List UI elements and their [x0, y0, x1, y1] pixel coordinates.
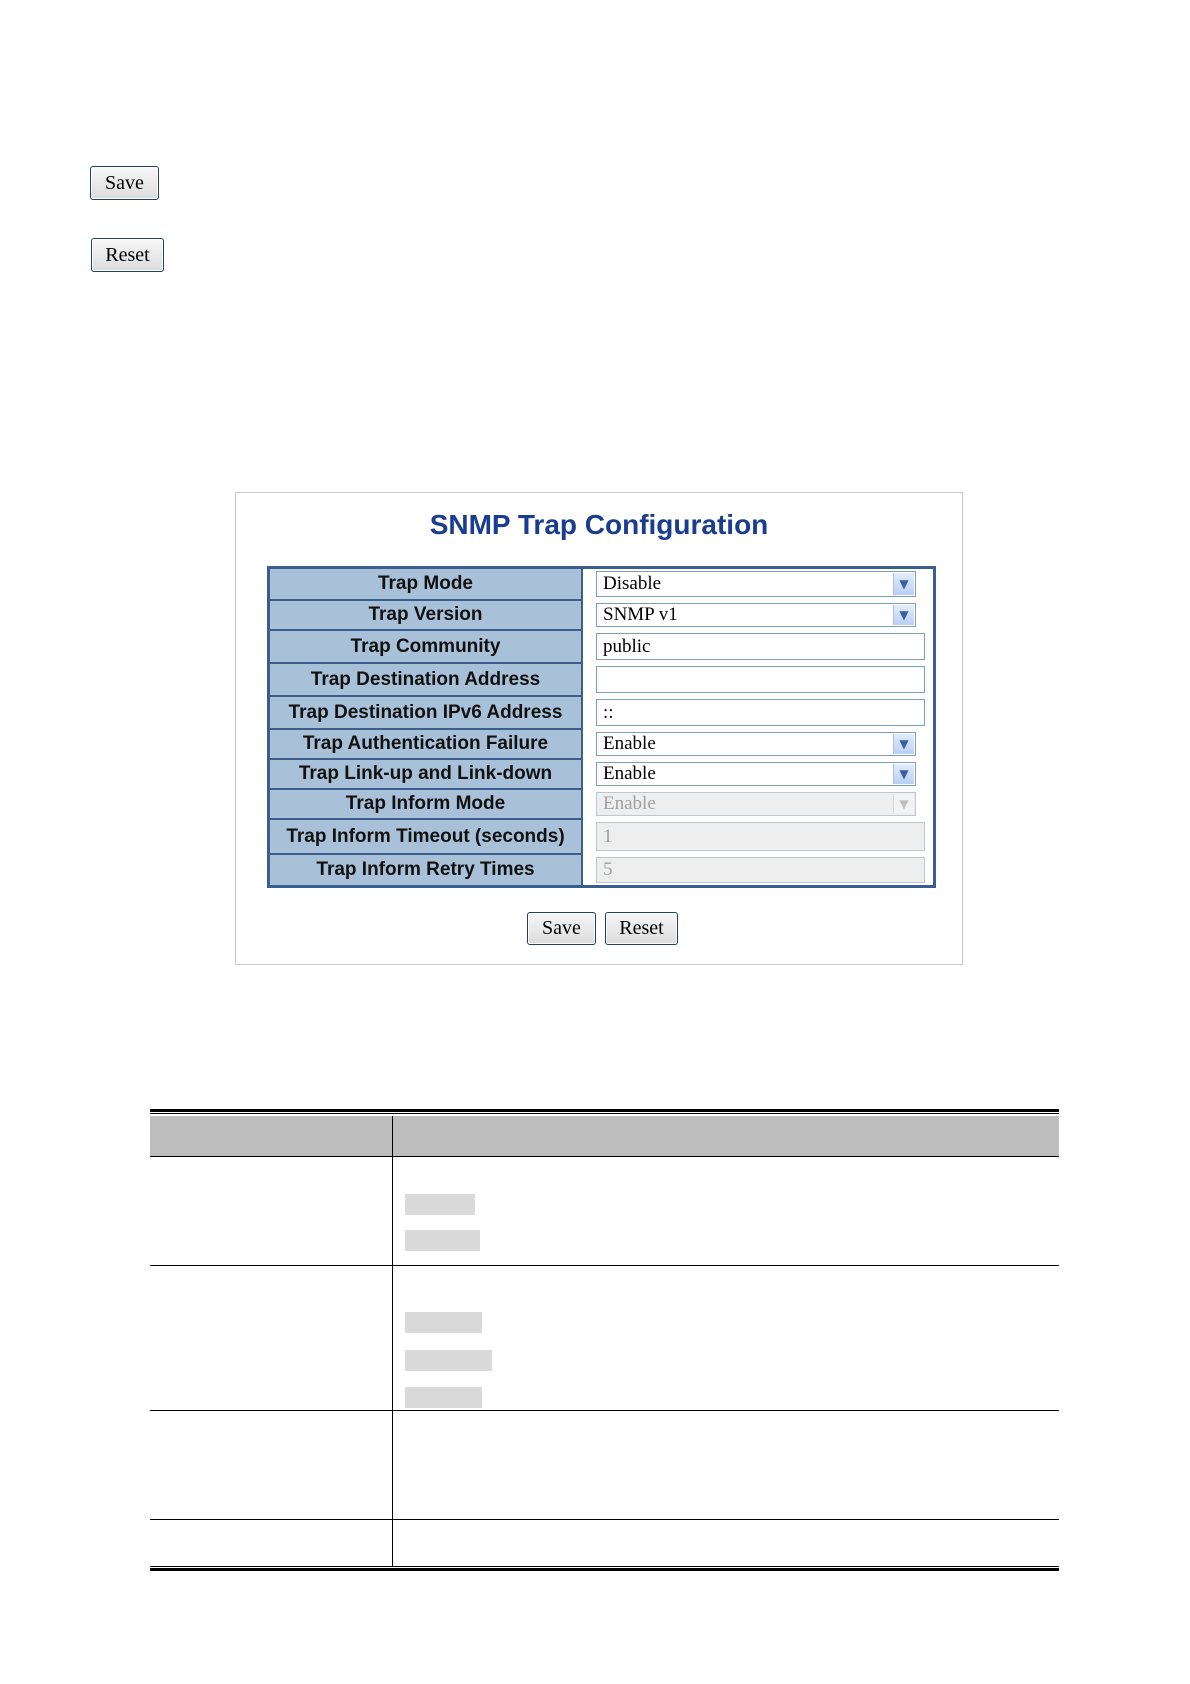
row-trap-authentication-failure: [270, 730, 933, 758]
table-top-rule: [150, 1109, 1059, 1112]
row-trap-mode: [270, 569, 933, 599]
redacted-text: [405, 1312, 482, 1333]
row-label: Trap Version: [270, 601, 583, 629]
table-header-divider: [150, 1156, 1059, 1157]
snmp-trap-config-panel: [235, 492, 963, 965]
chevron-down-icon: ▼: [893, 734, 914, 754]
redacted-text: [405, 1194, 475, 1215]
chevron-down-icon: ▼: [893, 794, 914, 814]
table-bottom-rule: [150, 1568, 1059, 1571]
input-value: public: [603, 635, 651, 657]
row-trap-inform-timeout: [270, 820, 933, 853]
chevron-down-icon: ▼: [893, 605, 914, 625]
row-trap-destination-ipv6-address: [270, 697, 933, 728]
input-value: 1: [603, 825, 613, 847]
table-column-divider: [392, 1116, 393, 1566]
row-trap-version: [270, 601, 933, 629]
row-label: Trap Link-up and Link-down: [270, 760, 583, 788]
chevron-down-icon: ▼: [893, 573, 914, 595]
table-row-divider: [150, 1519, 1059, 1520]
row-label: Trap Inform Timeout (seconds): [270, 820, 583, 853]
row-trap-community: [270, 631, 933, 662]
row-label: Trap Destination IPv6 Address: [270, 697, 583, 728]
select-value: SNMP v1: [603, 604, 678, 625]
chevron-down-icon: ▼: [893, 764, 914, 784]
trap-inform-mode-select: [596, 792, 916, 816]
row-trap-destination-address: [270, 664, 933, 695]
trap-destination-ipv6-input[interactable]: [596, 699, 925, 726]
row-trap-inform-mode: [270, 790, 933, 818]
input-value: ::: [603, 701, 614, 723]
select-value: Enable: [603, 733, 656, 754]
config-table: [267, 566, 936, 888]
panel-reset-button[interactable]: Reset: [605, 912, 678, 945]
input-value: 5: [603, 859, 613, 880]
table-row-divider: [150, 1410, 1059, 1411]
table-top-rule-thin: [150, 1113, 1059, 1114]
row-trap-inform-retry-times: [270, 855, 933, 885]
trap-version-select[interactable]: [596, 603, 916, 627]
redacted-text: [405, 1387, 482, 1408]
trap-destination-address-input[interactable]: [596, 666, 925, 693]
trap-mode-select[interactable]: [596, 571, 916, 597]
row-label: Trap Inform Mode: [270, 790, 583, 818]
redacted-text: [405, 1350, 492, 1371]
description-table: [150, 1109, 1059, 1571]
panel-title: SNMP Trap Configuration: [429, 509, 769, 540]
trap-inform-retry-input: [596, 857, 925, 883]
trap-authentication-failure-select[interactable]: [596, 732, 916, 756]
row-label: Trap Mode: [270, 569, 583, 599]
select-value: Enable: [603, 763, 656, 784]
table-header: [150, 1116, 1059, 1156]
table-row-divider: [150, 1265, 1059, 1266]
top-reset-button[interactable]: Reset: [91, 238, 164, 272]
row-label: Trap Authentication Failure: [270, 730, 583, 758]
row-label: Trap Inform Retry Times: [270, 855, 583, 885]
row-trap-link-up-down: [270, 760, 933, 788]
redacted-text: [405, 1230, 480, 1251]
trap-community-input[interactable]: [596, 633, 925, 660]
select-value: Disable: [603, 573, 662, 594]
table-bottom-rule-thin: [150, 1566, 1059, 1567]
row-label: Trap Community: [270, 631, 583, 662]
row-label: Trap Destination Address: [270, 664, 583, 695]
panel-save-button[interactable]: Save: [527, 912, 596, 945]
trap-link-up-down-select[interactable]: [596, 762, 916, 786]
select-value: Enable: [603, 793, 656, 814]
top-save-button[interactable]: Save: [90, 166, 159, 200]
trap-inform-timeout-input: [596, 822, 925, 851]
